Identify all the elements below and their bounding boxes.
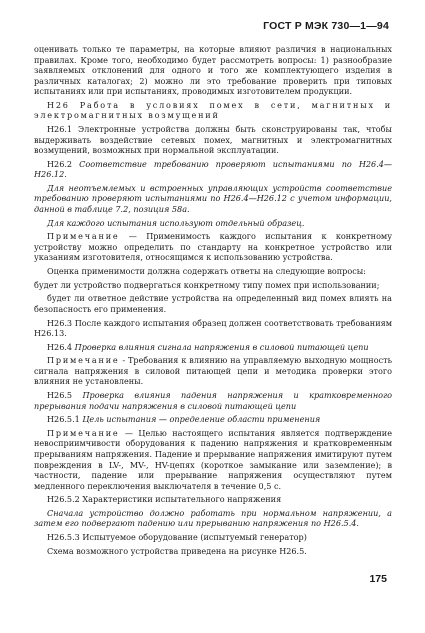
note-text: — Применимость каждого испытания к конкретному устройству можно определить по стандарту на конкретное устройство или указаниям изготовителя, относящимся к использованию устройства. <box>34 231 392 263</box>
paragraph <box>34 342 392 353</box>
document-body <box>34 44 392 559</box>
note-label: Примечание <box>47 355 120 366</box>
paragraph: Н26.5.3 Испытуемое оборудование (испытуемый генератор) <box>47 532 307 543</box>
paragraph: будет ли устройство подвергаться конкретному типу помех при использовании; <box>34 279 380 290</box>
clause-text: Проверка влияния падения напряжения и кратковременного прерывания подачи напряжения в силовой питающей цепи <box>34 390 393 411</box>
document-header: ГОСТ Р МЭК 730—1—94 <box>263 20 389 32</box>
paragraph: Сначала устройство должно работать при нормальном напряжении, а затем его подвергают падению или прерыванию напряжения по Н26.5.4. <box>34 507 392 529</box>
clause-number: Н26.5 <box>47 390 83 401</box>
paragraph: оценивать только те параметры, на которые влияют различия в национальных правилах. Кроме того, необходимо будет рассмотреть вопросы: 1) разнообразие заявляемых отклонений для одного и того же комплектующего изделия в различных каталогах; 2) можно ли это требование проверить при типовых испытаниях или при испытаниях, проводимых изготовителем продукции. <box>34 44 392 97</box>
paragraph: будет ли ответное действие устройства на определенный вид помех влиять на безопасность его применения. <box>34 293 392 314</box>
note-text: — Целью настоящего испытания является подтверждение невосприимчивости оборудования к падению напряжения и кратковременным прерываниям напряжения. Падение и прерывание напряжения имитируют путем повреждения в LV-, MV-, HV-цепях (короткое замыкание или заземление); в частности, падение или прерывание напряжения осуществляют путем медленного переключения выключателя в течение 0,5 с. <box>34 427 392 491</box>
paragraph: Оценка применимости должна содержать ответы на следующие вопросы: <box>47 266 366 277</box>
clause-number: Н26.2 <box>47 158 80 169</box>
clause-number: Н26.5.1 <box>47 414 83 425</box>
note-text: - Требования к влиянию на управляемую выходную мощность сигнала напряжения в силовой питающей цепи и методика проверки этого влияния не установлены. <box>34 355 392 387</box>
paragraph: Для каждого испытания используют отдельный образец. <box>47 217 305 228</box>
paragraph: Н26.3 После каждого испытания образец должен соответствовать требованиям Н26.13. <box>34 317 392 339</box>
paragraph: Н26.1 Электронные устройства должны быть сконструированы так, чтобы выдерживать воздействие сетевых помех, магнитных и электромагнитных возмущений, возможных при нормальной эксплуатации. <box>34 124 392 156</box>
paragraph <box>34 414 392 425</box>
clause-text: Цель испытания — определение области применения <box>82 414 321 425</box>
note <box>34 231 392 263</box>
note <box>34 428 392 491</box>
paragraph: Схема возможного устройства приведена на рисунке Н26.5. <box>47 545 307 556</box>
clause-text: Соответствие требованию проверяют испытаниями по Н26.4—Н26.12. <box>34 158 393 180</box>
paragraph: Н26.5.2 Характеристики испытательного напряжения <box>47 494 282 505</box>
paragraph <box>34 159 392 180</box>
clause-text: Проверка влияния сигнала напряжения в силовой питающей цепи <box>74 341 369 352</box>
section-heading: Н26 Работа в условиях помех в сети, магнитных и электромагнитных возмущений <box>34 99 392 121</box>
note <box>34 355 392 387</box>
page-number: 175 <box>369 573 387 585</box>
paragraph <box>34 390 392 411</box>
paragraph: Для неотъемлемых и встроенных управляющих устройств соответствие требованию проверяют испытаниями по Н26.4—Н26.12 с учетом информации, данной в таблице 7.2, позиция 58а. <box>34 182 392 215</box>
note-label: Примечание <box>47 427 120 438</box>
note-label: Примечание <box>47 231 120 242</box>
clause-number: Н26.4 <box>47 341 75 352</box>
